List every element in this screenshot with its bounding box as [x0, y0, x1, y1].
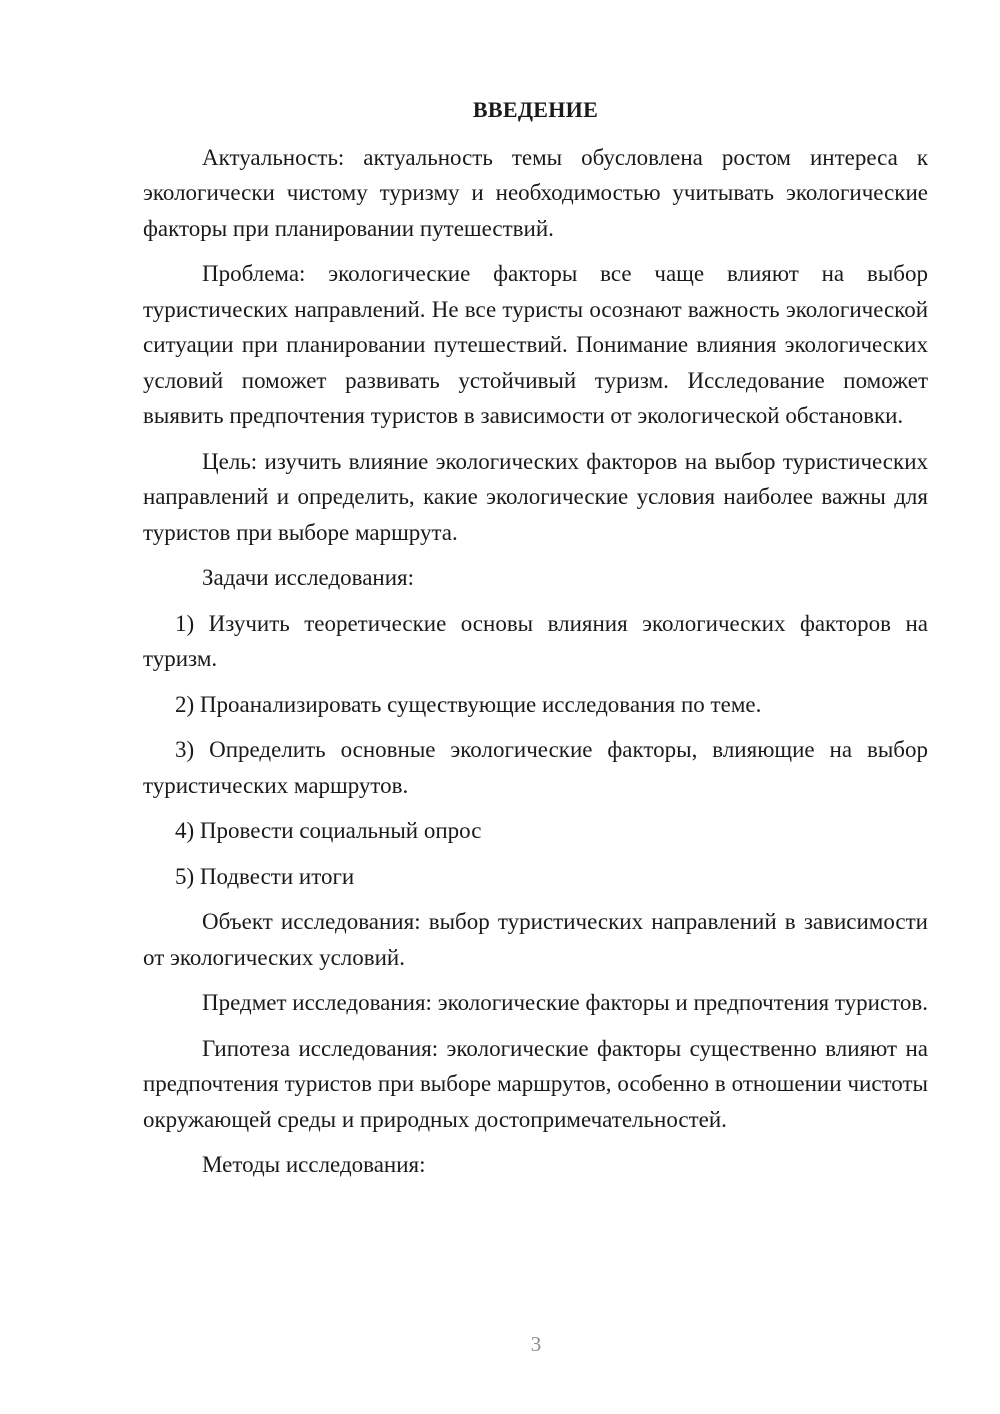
task-item-2: 2) Проанализировать существующие исследования по теме. — [175, 691, 762, 717]
task-item-1: 1) Изучить теоретические основы влияния экологических факторов на туризм. — [143, 610, 928, 671]
page-number: 3 — [530, 1332, 542, 1356]
page-content — [143, 92, 928, 1193]
task-item-4: 4) Провести социальный опрос — [175, 818, 482, 843]
paragraph-relevance: Актуальность: актуальность темы обусловлена ростом интереса к экологически чистому туризму и необходимостью учитывать экологические факторы при планировании путешествий. — [143, 144, 928, 241]
methods-heading: Методы исследования: — [202, 1152, 426, 1177]
paragraph-subject: Предмет исследования: экологические факторы и предпочтения туристов. — [202, 990, 929, 1015]
task-item-3: 3) Определить основные экологические факторы, влияющие на выбор туристических маршрутов. — [143, 737, 928, 798]
task-item-5: 5) Подвести итоги — [175, 863, 355, 889]
paragraph-hypothesis: Гипотеза исследования: экологические факторы существенно влияют на предпочтения туристов при выборе маршрутов, особенно в отношении чистоты окружающей среды и природных достопримечательностей. — [143, 1035, 928, 1132]
paragraph-goal: Цель: изучить влияние экологических факторов на выбор туристических направлений и определить, какие экологические условия наиболее важны для туристов при выборе маршрута. — [143, 448, 928, 545]
section-title: ВВЕДЕНИЕ — [472, 97, 599, 122]
paragraph-object: Объект исследования: выбор туристических направлений в зависимости от экологических условий. — [143, 909, 928, 970]
paragraph-problem: Проблема: экологические факторы все чаще влияют на выбор туристических направлений. Не все туристы осознают важность экологической ситуации при планировании путешествий. Понимание влияния экологических условий поможет развивать устойчивый туризм. Исследование поможет выявить предпочтения туристов в зависимости от экологической обстановки. — [143, 261, 928, 428]
tasks-heading: Задачи исследования: — [202, 565, 415, 590]
